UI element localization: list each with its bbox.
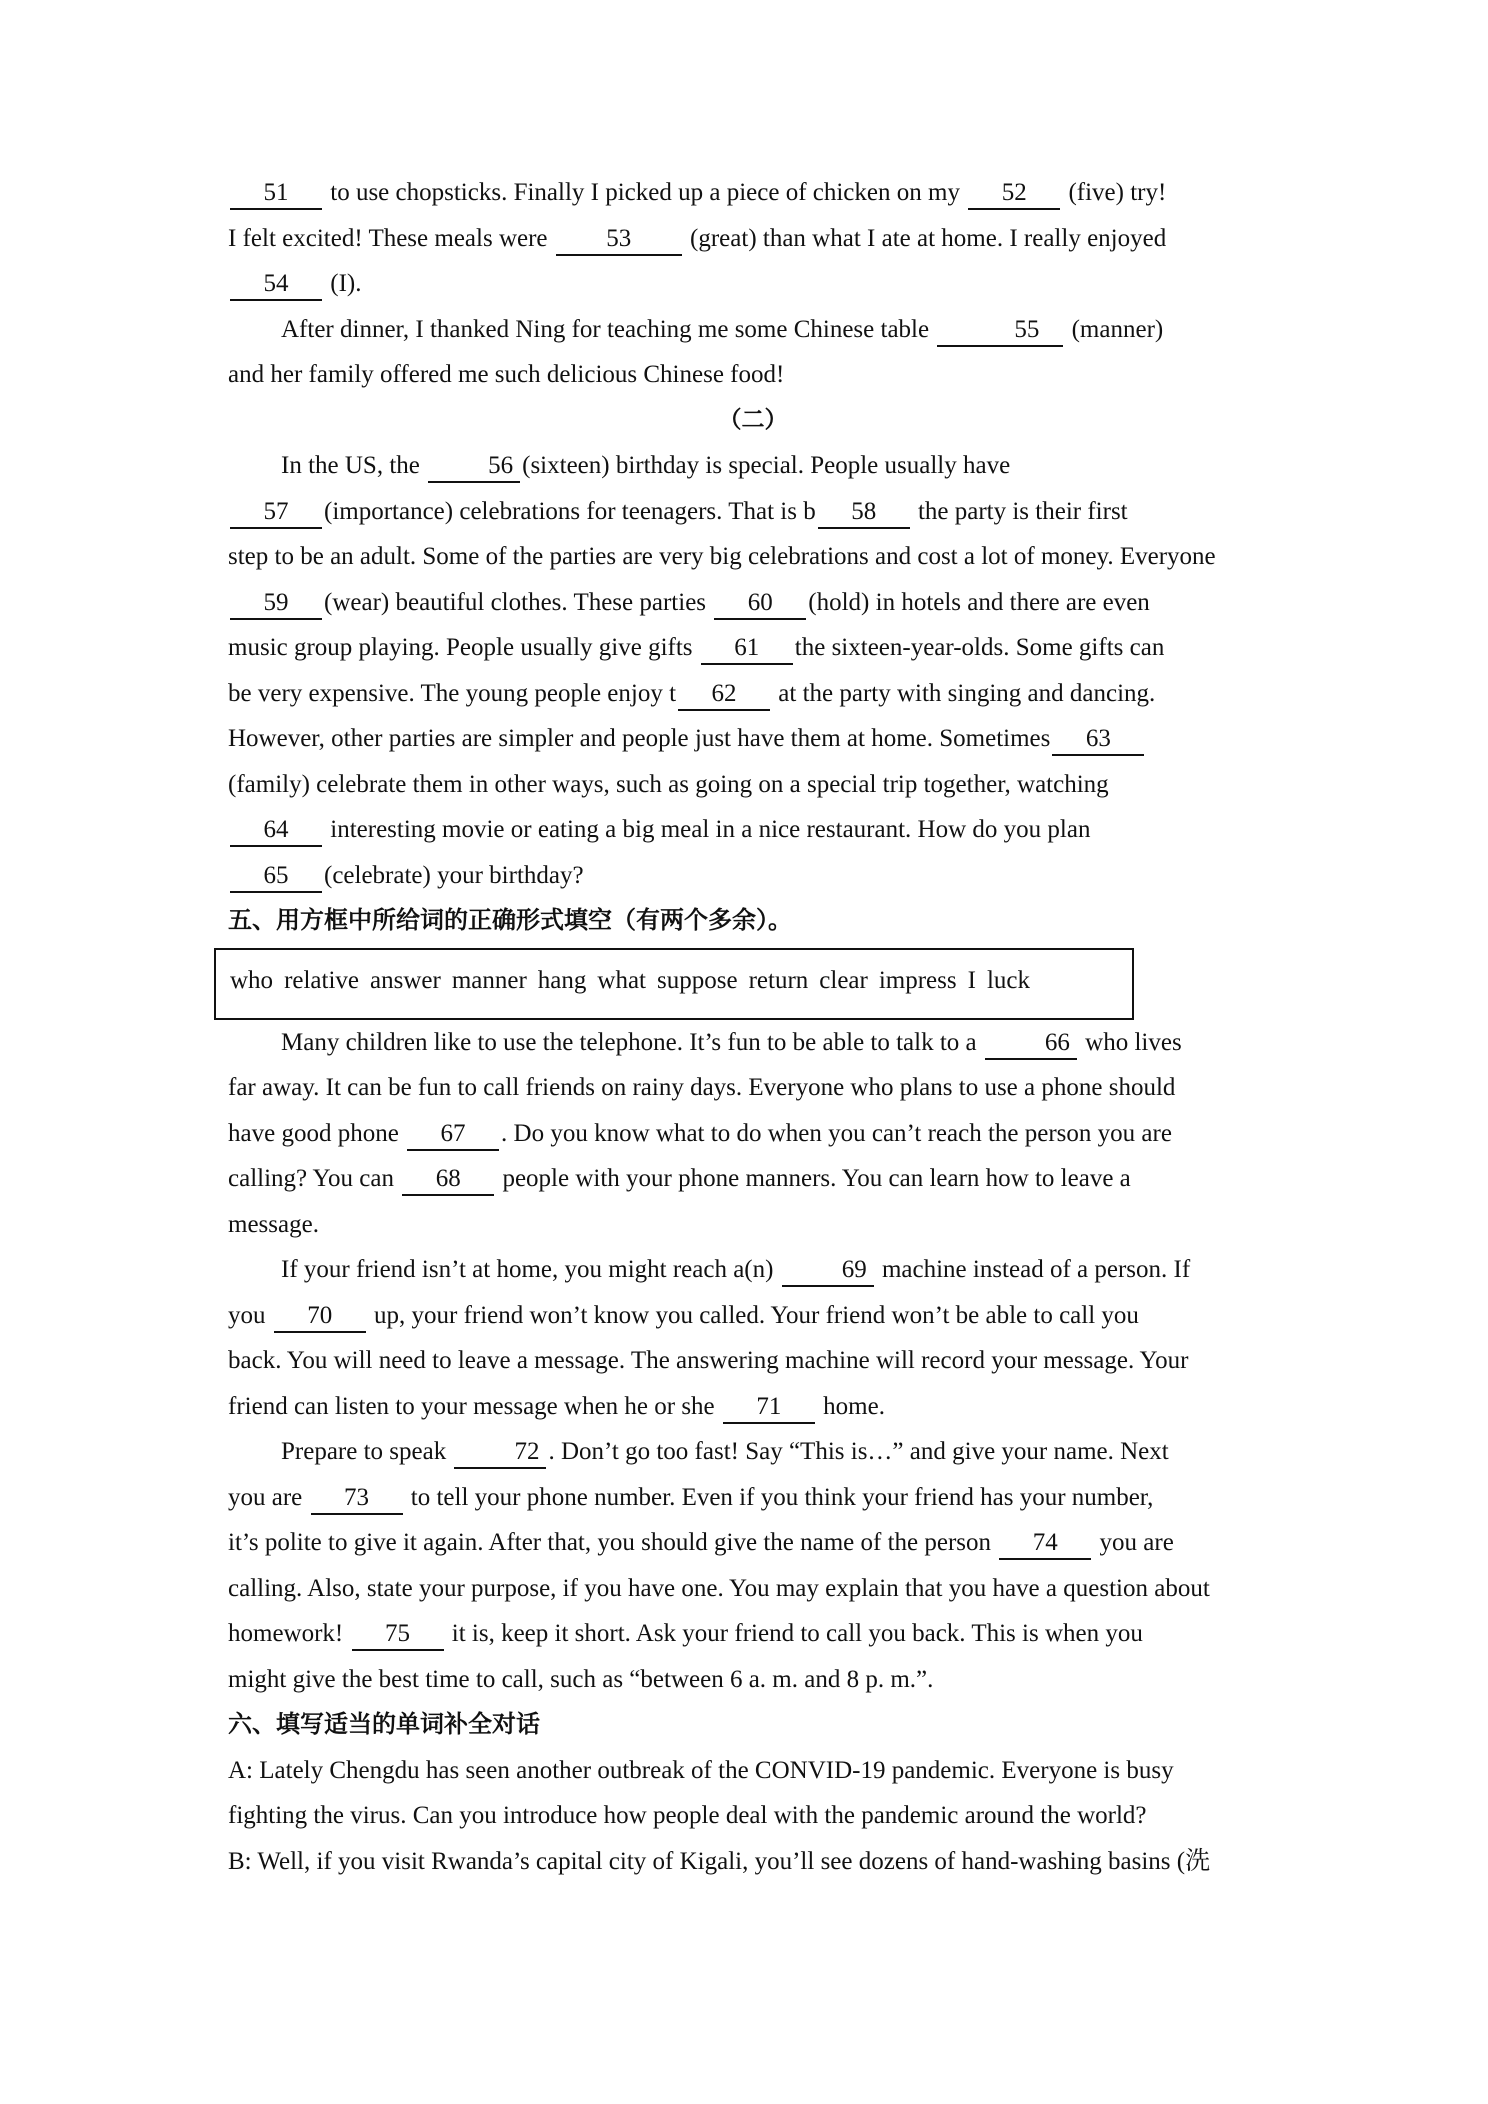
text: might give the best time to call, such as “between 6 a. m. and 8 p. m.”.: [228, 1665, 934, 1693]
text: it is, keep it short. Ask your friend to call you back. This is when you: [445, 1620, 1143, 1647]
word-box-item: I: [967, 966, 976, 994]
text-line: [228, 1611, 1278, 1657]
answer-blank-74[interactable]: 74: [999, 1528, 1091, 1560]
text: (manner): [1065, 315, 1164, 343]
text: the sixteen-year-olds. Some gifts can: [794, 634, 1165, 661]
text: machine instead of a person. If: [875, 1256, 1191, 1283]
answer-blank-65[interactable]: 65: [230, 861, 322, 893]
text: interesting movie or eating a big meal in a nice restaurant. How do you plan: [324, 816, 1091, 843]
text: (five) try!: [1062, 179, 1167, 206]
word-box-item: luck: [986, 966, 1030, 994]
word-box-item: return: [748, 966, 809, 994]
text: calling. Also, state your purpose, if you have one. You may explain that you have a question about: [228, 1574, 1210, 1602]
text-line: [228, 534, 1278, 580]
text-line: [228, 1156, 1278, 1202]
answer-blank-53[interactable]: 53: [556, 224, 682, 256]
text: (wear) beautiful clothes. These parties: [324, 588, 713, 616]
answer-blank-68[interactable]: 68: [402, 1164, 494, 1196]
text: you are: [1093, 1529, 1174, 1556]
answer-blank-72[interactable]: 72: [454, 1437, 546, 1469]
text: you: [228, 1301, 272, 1329]
answer-blank-73[interactable]: 73: [311, 1483, 403, 1515]
dialogue-line: A: Lately Chengdu has seen another outbreak of the CONVID-19 pandemic. Everyone is busy: [228, 1756, 1174, 1784]
dialogue-line: B: Well, if you visit Rwanda’s capital city of Kigali, you’ll see dozens of hand-washing basins (洗: [228, 1847, 1211, 1875]
text-line: [228, 1566, 1278, 1612]
text: If your friend isn’t at home, you might reach a(n): [281, 1256, 780, 1283]
answer-blank-71[interactable]: 71: [723, 1392, 815, 1424]
text: step to be an adult. Some of the parties are very big celebrations and cost a lot of money. Everyone: [228, 543, 1216, 570]
text-line: [228, 1202, 1278, 1248]
text-line: [228, 307, 1278, 353]
text-line: [228, 170, 1278, 216]
answer-blank-55[interactable]: 55: [937, 315, 1063, 347]
word-box-item: who: [230, 966, 274, 994]
text-line: [228, 762, 1278, 808]
text: . Don’t go too fast! Say “This is…” and give your name. Next: [548, 1438, 1169, 1465]
text: and her family offered me such delicious Chinese food!: [228, 361, 785, 388]
text: (I).: [324, 270, 362, 297]
word-box-item: relative: [284, 966, 360, 994]
answer-blank-54[interactable]: 54: [230, 269, 322, 301]
text: I felt excited! These meals were: [228, 224, 554, 252]
answer-blank-70[interactable]: 70: [274, 1301, 366, 1333]
text-line: [228, 671, 1278, 717]
word-box-item: impress: [878, 966, 957, 994]
answer-blank-67[interactable]: 67: [407, 1119, 499, 1151]
text: have good phone: [228, 1119, 406, 1147]
answer-blank-61[interactable]: 61: [701, 633, 793, 665]
text: (great) than what I ate at home. I really enjoyed: [683, 224, 1167, 252]
section-heading: 六、填写适当的单词补全对话: [228, 1710, 540, 1738]
answer-blank-75[interactable]: 75: [352, 1619, 444, 1651]
part-title: （二）: [718, 406, 788, 433]
answer-blank-58[interactable]: 58: [818, 497, 910, 529]
word-box-item: answer: [370, 966, 441, 994]
text: (hold) in hotels and there are even: [808, 588, 1150, 616]
text: (sixteen) birthday is special. People usually have: [522, 452, 1011, 479]
text-line: [228, 352, 1278, 398]
answer-blank-60[interactable]: 60: [714, 588, 806, 620]
text: After dinner, I thanked Ning for teaching me some Chinese table: [281, 315, 936, 343]
text-line: [228, 1520, 1278, 1566]
text-line: [228, 443, 1278, 489]
text: to tell your phone number. Even if you think your friend has your number,: [404, 1483, 1154, 1511]
worksheet-page: [228, 170, 1278, 1884]
word-box-item: hang: [537, 966, 587, 994]
answer-blank-57[interactable]: 57: [230, 497, 322, 529]
text: . Do you know what to do when you can’t reach the person you are: [501, 1119, 1172, 1147]
answer-blank-69[interactable]: 69: [782, 1255, 874, 1287]
text: homework!: [228, 1620, 350, 1647]
answer-blank-59[interactable]: 59: [230, 588, 322, 620]
text: be very expensive. The young people enjoy t: [228, 679, 677, 707]
answer-blank-62[interactable]: 62: [678, 679, 770, 711]
text: Prepare to speak: [281, 1438, 453, 1465]
answer-blank-52[interactable]: 52: [968, 178, 1060, 210]
text: who lives: [1078, 1028, 1182, 1056]
word-box-item: manner: [451, 966, 527, 994]
text: up, your friend won’t know you called. Your friend won’t be able to call you: [367, 1301, 1139, 1329]
text-line: [228, 807, 1278, 853]
answer-blank-51[interactable]: 51: [230, 178, 322, 210]
text-line: [228, 1293, 1278, 1339]
text: Many children like to use the telephone. It’s fun to be able to talk to a: [281, 1028, 983, 1056]
text-line: [228, 625, 1278, 671]
answer-blank-63[interactable]: 63: [1052, 724, 1144, 756]
text: to use chopsticks. Finally I picked up a piece of chicken on my: [324, 179, 967, 206]
text-line: [228, 1020, 1278, 1066]
text: at the party with singing and dancing.: [772, 679, 1156, 707]
dialogue-line: fighting the virus. Can you introduce how people deal with the pandemic around the world?: [228, 1802, 1147, 1829]
text-line: [228, 1384, 1278, 1430]
answer-blank-56[interactable]: 56: [428, 451, 520, 483]
text: music group playing. People usually give gifts: [228, 634, 699, 661]
text: (celebrate) your birthday?: [324, 861, 584, 889]
text: it’s polite to give it again. After that, you should give the name of the person: [228, 1529, 998, 1556]
text-line: [228, 216, 1278, 262]
text: people with your phone manners. You can learn how to leave a: [496, 1165, 1131, 1192]
text: However, other parties are simpler and people just have them at home. Sometimes: [228, 725, 1051, 752]
text-line: [228, 261, 1278, 307]
text-line: [228, 716, 1278, 762]
text: In the US, the: [281, 452, 427, 479]
word-box-item: clear: [819, 966, 868, 994]
text-line: [228, 489, 1278, 535]
text: back. You will need to leave a message. The answering machine will record your message. Your: [228, 1347, 1189, 1374]
text: friend can listen to your message when he or she: [228, 1392, 721, 1420]
text-line: [228, 1111, 1278, 1157]
text-line: [228, 580, 1278, 626]
answer-blank-64[interactable]: 64: [230, 815, 322, 847]
text: home.: [816, 1392, 885, 1420]
text-line: [228, 1065, 1278, 1111]
section-heading: 五、用方框中所给词的正确形式填空（有两个多余）。: [228, 906, 792, 934]
text-line: [228, 1475, 1278, 1521]
text-line: [228, 1657, 1278, 1703]
text-line: [228, 1429, 1278, 1475]
text: message.: [228, 1210, 319, 1238]
text-line: [228, 1247, 1278, 1293]
answer-blank-66[interactable]: 66: [985, 1028, 1077, 1060]
text: (family) celebrate them in other ways, such as going on a special trip together, watching: [228, 770, 1109, 798]
text: (importance) celebrations for teenagers. That is b: [324, 497, 816, 525]
word-box: [214, 948, 1134, 1020]
text: the party is their first: [911, 497, 1128, 525]
text: you are: [228, 1483, 309, 1511]
text: calling? You can: [228, 1165, 401, 1192]
word-box-item: what: [597, 966, 647, 994]
text-line: [228, 1338, 1278, 1384]
text: far away. It can be fun to call friends on rainy days. Everyone who plans to use a phone should: [228, 1074, 1176, 1101]
word-box-item: suppose: [657, 966, 738, 994]
text-line: [228, 853, 1278, 899]
